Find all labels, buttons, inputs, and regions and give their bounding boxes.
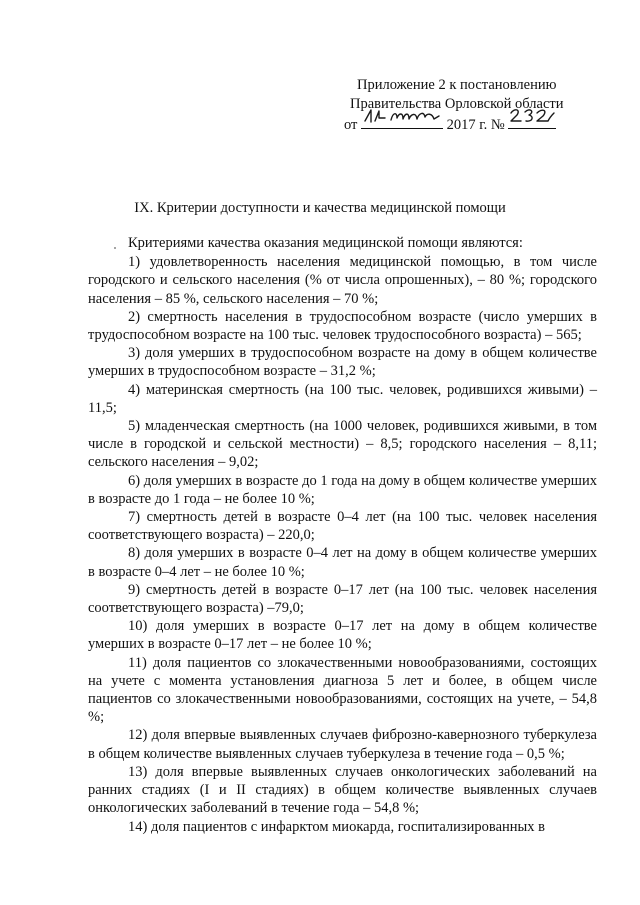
handwritten-date [361,114,443,129]
criterion-item: 6) доля умерших в возрасте до 1 года на дому в общем количестве умерших в возрасте до 1 года – не более 10 %; [88,472,597,507]
from-label: от [344,117,358,133]
criterion-item: 13) доля впервые выявленных случаев онкологических заболеваний на ранних стадиях (I и II стадиях) в общем количестве выявленных случаев онкологических заболеваний в течение года – 54,8 %; [88,763,597,817]
criterion-item: 2) смертность населения в трудоспособном возрасте (число умерших в трудоспособном возрасте на 100 тыс. человек трудоспособного возраста) – 565; [88,308,597,344]
criterion-item: 9) смертность детей в возрасте 0–17 лет (на 100 тыс. человек населения соответствующего возраста) –79,0; [88,581,597,617]
handwritten-number-signature [508,107,556,127]
appendix-line-1: Приложение 2 к постановлению [357,77,557,93]
criterion-item: 5) младенческая смертность (на 1000 человек, родившихся живыми, в том числе в городской и сельской местности) – 8,5; городского населения – 8,11; сельского населения – 9,02; [88,418,597,471]
appendix-date-line [344,114,614,135]
criterion-item: 1) удовлетворенность населения медицинской помощью, в том числе городского и сельского населения (% от числа опрошенных), – 80 %; городского населения – 85 %, сельского населения – 70 %; [88,254,597,307]
criteria-body [88,234,597,836]
number-label: № [490,117,505,133]
handwritten-number [508,114,556,129]
appendix-header [344,76,614,135]
criterion-item: 8) доля умерших в возрасте 0–4 лет на дому в общем количестве умерших в возрасте 0–4 лет – не более 10 %; [88,545,597,580]
handwritten-date-signature [361,107,443,127]
criteria-intro: Критериями качества оказания медицинской помощи являются: [128,235,523,251]
appendix-line-2: Правительства Орловской области [350,96,564,112]
criterion-item: 12) доля впервые выявленных случаев фиброзно-кавернозного туберкулеза в общем количестве выявленных случаев туберкулеза в течение года – 0,5 %; [88,727,597,762]
section-title: IX. Критерии доступности и качества медицинской помощи [134,200,506,216]
criterion-item: 7) смертность детей в возрасте 0–4 лет (на 100 тыс. человек населения соответствующего возраста) – 220,0; [88,509,597,544]
year-text: 2017 г. [446,117,488,133]
criterion-item: 14) доля пациентов с инфарктом миокарда, госпитализированных в [128,818,545,835]
criterion-item: 4) материнская смертность (на 100 тыс. человек, родившихся живыми) – 11,5; [88,381,597,416]
criterion-item: 11) доля пациентов со злокачественными новообразованиями, состоящих на учете с момента установления диагноза 5 лет и более, в общем числе пациентов со злокачественными новообразованиями, состоящих на учете, – 54,8 %; [88,654,597,726]
criterion-item: 3) доля умерших в трудоспособном возрасте на дому в общем количестве умерших в трудоспособном возрасте – 31,2 %; [88,345,597,380]
criterion-item: 10) доля умерших в возрасте 0–17 лет на дому в общем количестве умерших в возрасте 0–17 лет – не более 10 %; [88,618,597,653]
